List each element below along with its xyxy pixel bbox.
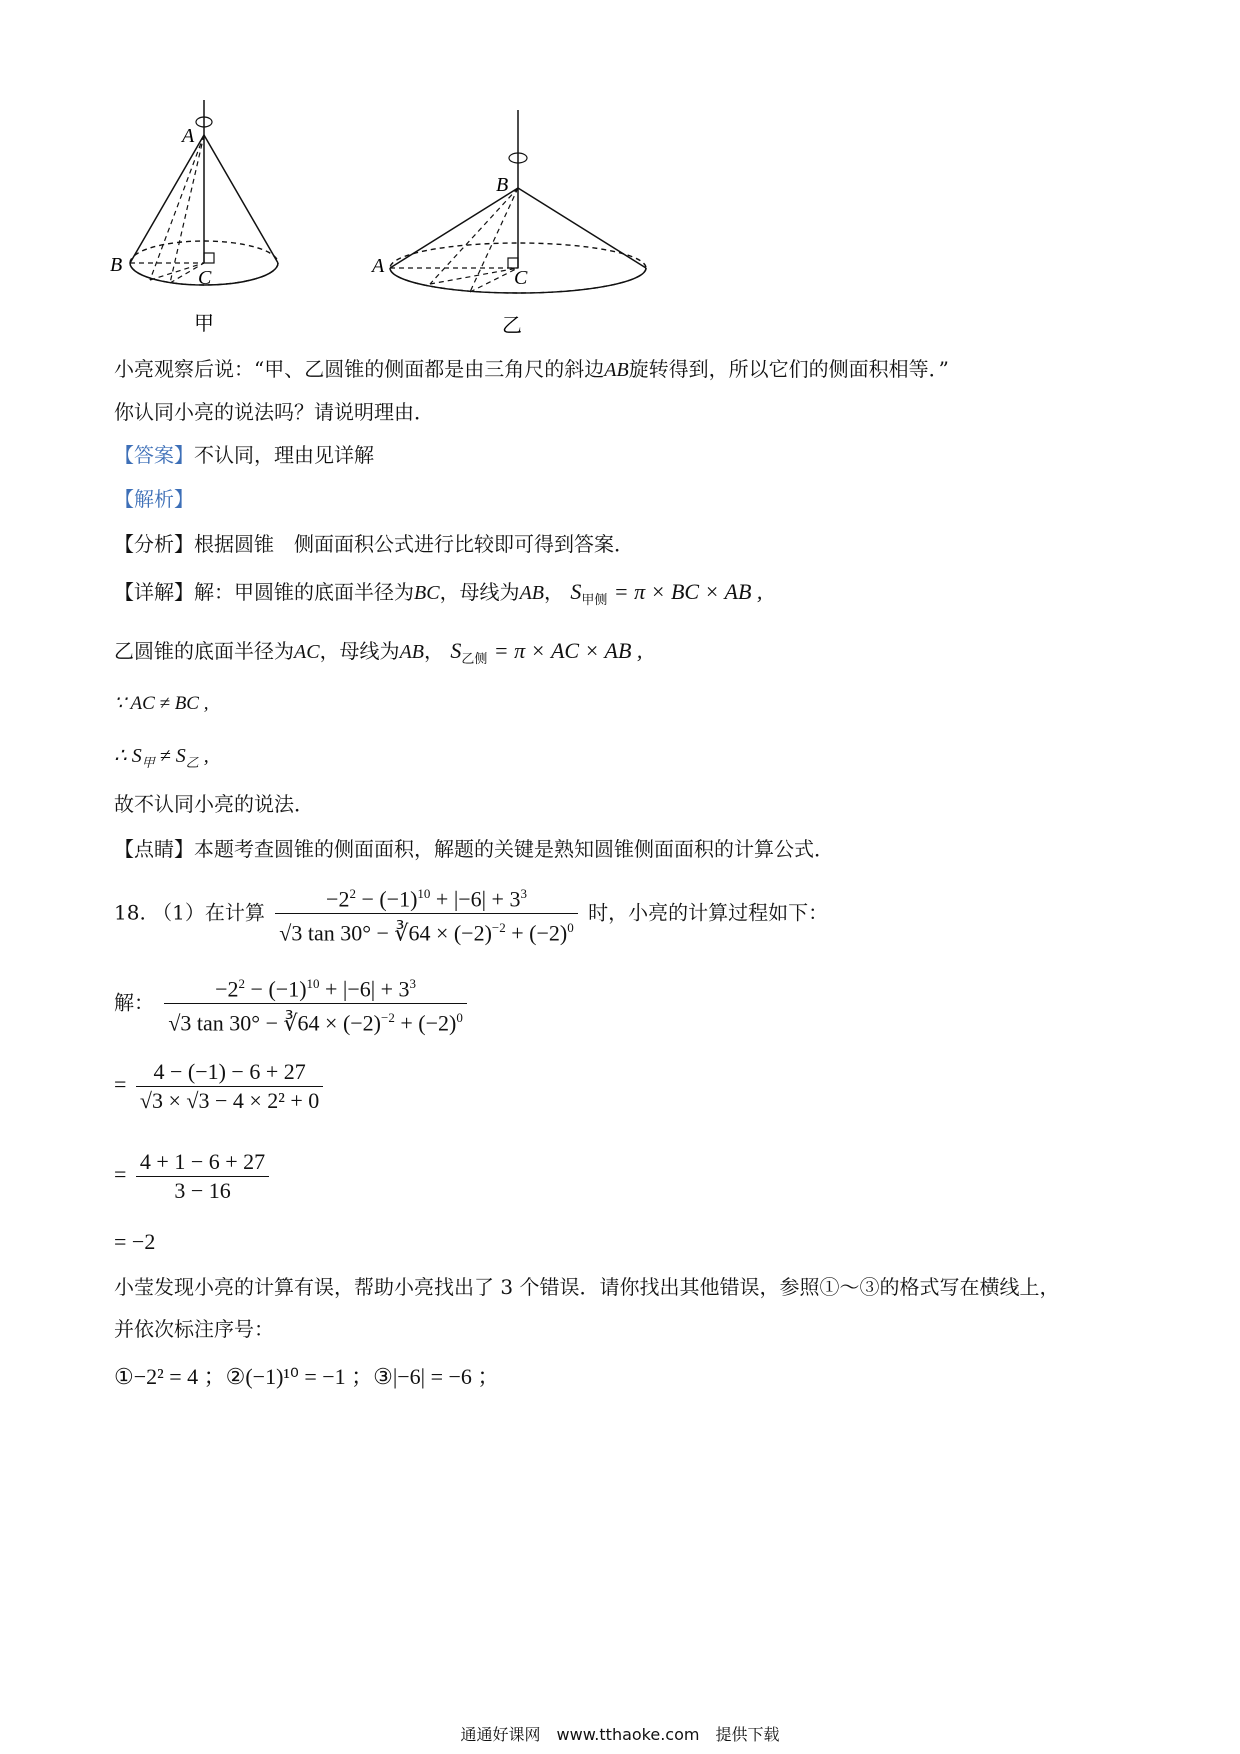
- q18-errors: ①−2² = 4 ；②(−1)¹⁰ = −1 ；③|−6| = −6 ；: [114, 1364, 500, 1389]
- q17-detail-2: 乙圆锥的底面半径为AC，母线为AB， $S_{乙侧} = \pi$ × AC × AB ,: [114, 638, 643, 667]
- q17-statement: 小亮观察后说：“甲、乙圆锥的侧面都是由三角尺的斜边AB旋转得到，所以它们的侧面积相等．”: [114, 357, 949, 381]
- q18-solution: 解： $\frac{-2^2 - (-1)^{10} + |-6| + 3^3}{√3 \tan 30^\circ - ∛64 \times (-2)^{-2} + (-2)^0}$: [114, 970, 471, 1038]
- q18-solution-expression: $\frac{-2^2 - (-1)^{10} + |-6| + 3^3}{√3 \tan 30^\circ - ∛64 \times (-2)^{-2} + (-2)^0}$: [164, 970, 466, 1038]
- q17-conclusion: 故不认同小亮的说法．: [114, 792, 314, 816]
- q17-answer: 【答案】不认同，理由见详解: [114, 443, 374, 467]
- q17-analysis: 【分析】根据圆锥 侧面面积公式进行比较即可得到答案．: [114, 532, 634, 556]
- cone-figure-yi: [370, 100, 670, 370]
- cone-figure-jia: [110, 100, 310, 370]
- q17-analysis-tag: 【解析】: [114, 487, 194, 511]
- label-b: B: [496, 174, 509, 196]
- q17-therefore: ∴ $S_甲 \ne S_乙$ ,: [114, 745, 209, 770]
- q18-original-expression: $\frac{-2^2 - (-1)^{10} + |-6| + 3^3}{√3 \tan 30^\circ - ∛64 \times (-2)^{-2} + (-2)^0}$: [275, 880, 577, 948]
- label-b: B: [110, 254, 123, 276]
- label-a: A: [182, 125, 195, 147]
- label-c: C: [198, 267, 212, 289]
- page-footer: 通通好课网 www.tthaoke.com 提供下载: [460, 1725, 780, 1744]
- caption-jia: 甲: [194, 311, 214, 335]
- caption-yi: 乙: [502, 313, 522, 337]
- q18-note-1: 小莹发现小亮的计算有误，帮助小亮找出了 3 个错误．请你找出其他错误，参照①～③的格式写在横线上，: [114, 1275, 1060, 1299]
- q17-because: ∵ AC ≠ BC ,: [114, 693, 209, 714]
- q18-step1: = $\frac{4 - (-1) - 6 + 27}{\text{√3 × √3 − 4 × 2² + 0}}$: [114, 1058, 327, 1115]
- q18-intro: 18. （1）在计算 $\frac{-2^2 - (-1)^{10} + |-6| + 3^3}{√3 \tan 30^\circ - ∛64 \times (-2)^{-2} + (-2)^0}$ 时，小亮的计算过程如下：: [114, 880, 828, 948]
- q17-question: 你认同小亮的说法吗？请说明理由．: [114, 400, 434, 424]
- q17-comment: 【点睛】本题考查圆锥的侧面面积，解题的关键是熟知圆锥侧面面积的计算公式．: [114, 837, 834, 861]
- label-a: A: [372, 255, 385, 277]
- q17-detail: 【详解】解：甲圆锥的底面半径为BC，母线为AB， $S_{甲侧} = \pi$ × BC × AB ,: [114, 579, 763, 608]
- label-c: C: [514, 267, 528, 289]
- q18-note-2: 并依次标注序号：: [114, 1317, 274, 1341]
- q18-result: = −2: [114, 1229, 156, 1254]
- q18-step2: = $\frac{4 + 1 - 6 + 27}{3 - 16}$: [114, 1148, 273, 1205]
